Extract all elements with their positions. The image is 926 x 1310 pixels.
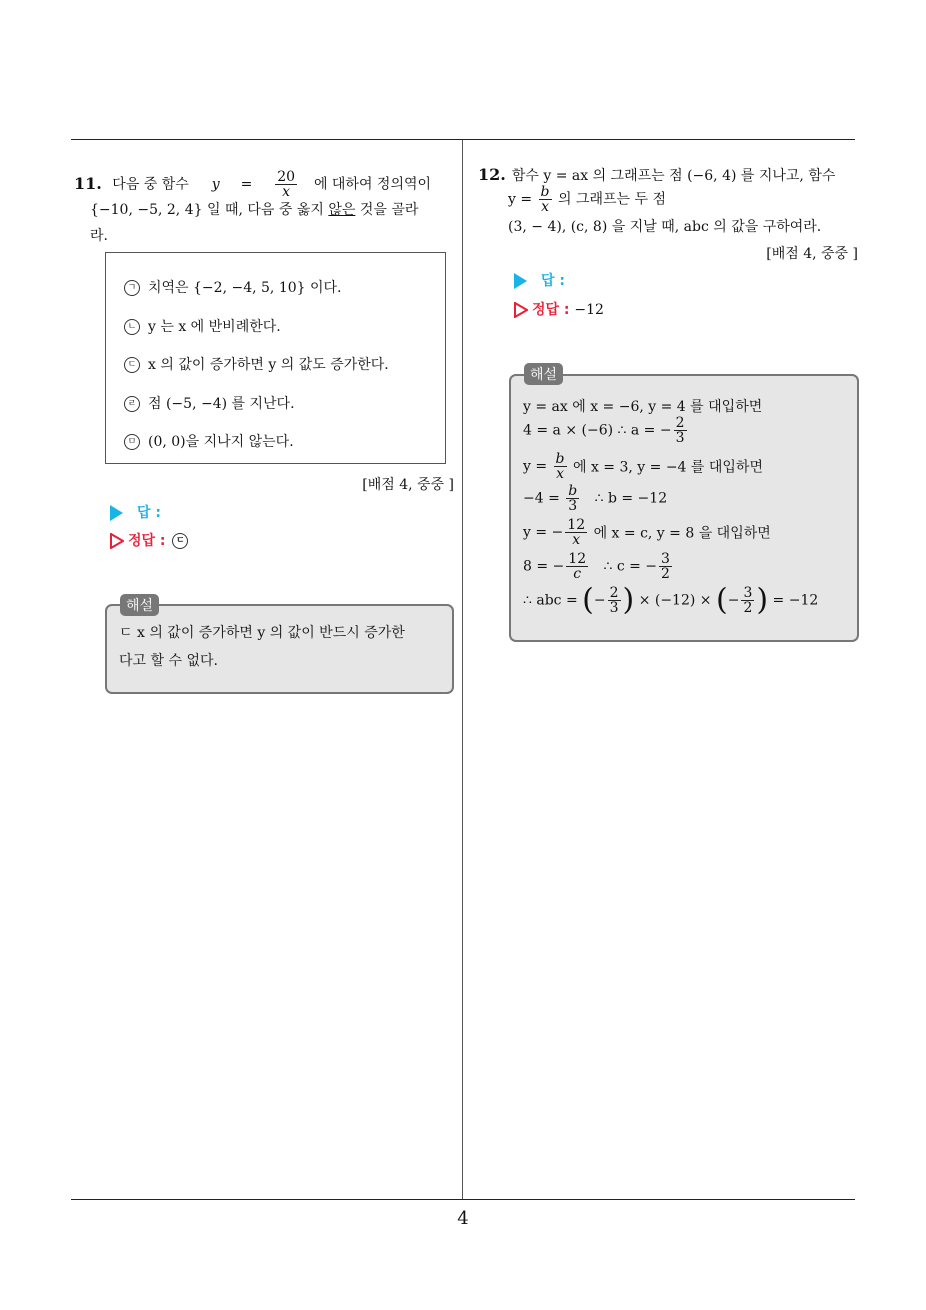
- footer-rule: [71, 1199, 855, 1200]
- q11-choice-4-text: 점 (−5, −4) 를 지난다.: [148, 396, 295, 412]
- fraction-den: 3: [675, 430, 685, 446]
- fraction-den: 2: [743, 600, 753, 616]
- q12-exp-fraction: [566, 552, 588, 581]
- q12-exp-line-6: [523, 552, 674, 581]
- q11-choice-4: [124, 393, 295, 413]
- q11-answer-label: 답 :: [137, 505, 161, 521]
- fraction-num: 3: [743, 585, 753, 601]
- q12-exp-fraction: [659, 552, 672, 581]
- q12-exp-line-1: y = ax 에 x = −6, y = 4 를 대입하면: [523, 399, 763, 415]
- fraction-num: 12: [568, 551, 587, 567]
- q11-choice-5-text: (0, 0)을 지나지 않는다.: [148, 434, 294, 450]
- q11-choice-3: [124, 354, 389, 374]
- q12-exp-fraction: [566, 484, 579, 513]
- column-divider: [462, 140, 463, 1200]
- q11-stem-text-2: 에 대하여 정의역이: [313, 176, 432, 193]
- q12-exp-line-5-text-a: y = −: [523, 524, 564, 541]
- paren-glyph: ): [756, 582, 769, 618]
- q12-exp-line-5-text-b: 에 x = c, y = 8 을 대입하면: [593, 525, 771, 542]
- q11-stem-text-1: 다음 중 함수: [112, 176, 189, 193]
- q12-exp-line-3-text-b: 에 x = 3, y = −4 를 대입하면: [572, 459, 763, 476]
- page-number: 4: [457, 1208, 469, 1229]
- q12-stem-text-2a: y =: [508, 191, 533, 208]
- q12-exp-line-2: [523, 416, 689, 445]
- q12-fraction-den: x: [541, 199, 549, 215]
- q12-exp-fraction: [674, 416, 687, 445]
- q11-choice-3-text: x 의 값이 증가하면 y 의 값도 증가한다.: [148, 357, 389, 373]
- paren-glyph: (: [582, 582, 594, 618]
- header-rule: [71, 139, 855, 140]
- q12-exp-line-7-text-a: ∴ abc =: [523, 592, 578, 609]
- fraction-num: 2: [675, 415, 685, 431]
- circled-letter-icon: ㅁ: [124, 434, 140, 450]
- q12-exp-line-3-text-a: y =: [523, 458, 548, 475]
- circled-letter-icon: ㄷ: [124, 357, 140, 373]
- q12-exp-line-6-text-b: ∴ c = −: [603, 558, 658, 575]
- circled-letter-icon: ㄹ: [124, 396, 140, 412]
- q11-explanation-line-1: ㄷ x 의 값이 증가하면 y 의 값이 반드시 증가한: [119, 625, 405, 641]
- q12-exp-line-4: [523, 484, 667, 513]
- q12-exp-line-2-text: 4 = a × (−6) ∴ a = −: [523, 422, 672, 439]
- q11-fraction: [275, 170, 297, 199]
- q11-correct-row: [110, 530, 196, 550]
- fraction-num: 2: [609, 585, 619, 601]
- q12-explanation-box: [509, 374, 859, 642]
- q12-exp-fraction: [608, 586, 621, 615]
- q11-stem: [74, 170, 458, 249]
- fraction-den: c: [573, 566, 582, 582]
- q12-exp-line-6-text-a: 8 = −: [523, 558, 565, 575]
- q12-correct-label: 정답 :: [532, 302, 570, 318]
- circled-letter-icon: ㄷ: [172, 533, 188, 549]
- q11-correct-label: 정답 :: [128, 533, 166, 549]
- q11-domain-set: {−10, −5, 2, 4}: [90, 202, 203, 218]
- q11-number: 11.: [74, 173, 102, 193]
- q11-stem-underline: 않은: [328, 202, 356, 218]
- q11-choice-1: [124, 277, 341, 297]
- q11-stem-text-5: 라.: [90, 228, 108, 244]
- q12-explanation-tag: 해설: [524, 363, 563, 385]
- fraction-den: 3: [609, 600, 619, 616]
- q12-number: 12.: [478, 165, 506, 184]
- q12-exp-fraction: [565, 518, 587, 547]
- play-triangle-icon: [110, 505, 123, 521]
- circled-letter-icon: ㄱ: [124, 280, 140, 296]
- q11-stem-y: y: [211, 176, 220, 193]
- q11-points: [배점 4, 중중 ]: [362, 477, 454, 493]
- circled-letter-icon: ㄴ: [124, 319, 140, 335]
- fraction-den: x: [572, 532, 581, 548]
- q11-fraction-num: 20: [277, 169, 296, 185]
- q12-stem-text-3: (3, − 4), (c, 8) 을 지날 때, abc 의 값을 구하여라.: [508, 219, 822, 235]
- play-triangle-icon: [514, 273, 527, 289]
- q12-answer-label: 답 :: [541, 273, 565, 289]
- q11-choice-1-text: 치역은 {−2, −4, 5, 10} 이다.: [148, 280, 342, 296]
- outline-triangle-icon: [110, 533, 124, 549]
- q11-fraction-den: x: [282, 184, 291, 200]
- q12-correct-row: [514, 299, 604, 319]
- q12-exp-fraction: [554, 452, 567, 481]
- q11-choices-box: [105, 252, 446, 464]
- q12-answer-row: [514, 270, 565, 290]
- q11-stem-text-3: 일 때, 다음 중 옳지: [202, 202, 329, 218]
- q12-exp-line-7-text-c: = −12: [772, 592, 819, 609]
- fraction-den: 3: [568, 498, 578, 514]
- fraction-num: 12: [567, 517, 586, 533]
- fraction-den: 2: [661, 566, 670, 582]
- q12-exp-line-5: [523, 518, 771, 547]
- fraction-den: x: [556, 466, 564, 482]
- q11-explanation-line-2: 다고 할 수 없다.: [119, 653, 218, 669]
- outline-triangle-icon: [514, 302, 528, 318]
- q12-exp-line-4-text-a: −4 =: [523, 490, 560, 507]
- q11-stem-eq: =: [240, 176, 253, 193]
- q12-exp-line-7-text-b: × (−12) ×: [638, 592, 712, 609]
- q11-choice-2-text: y 는 x 에 반비례한다.: [148, 319, 281, 335]
- q12-points: [배점 4, 중중 ]: [766, 246, 858, 262]
- q12-exp-line-4-text-b: ∴ b = −12: [594, 490, 668, 507]
- q12-exp-line-3: [523, 452, 763, 481]
- q11-stem-text-4: 것을 골라: [355, 202, 419, 218]
- q11-answer-row: [110, 502, 161, 522]
- q12-fraction: [539, 185, 552, 214]
- q12-stem: [478, 162, 858, 240]
- q12-fraction-num: b: [540, 184, 550, 200]
- q11-choice-5: [124, 431, 294, 451]
- fraction-num: 3: [661, 551, 670, 567]
- paren-glyph: ): [622, 582, 635, 618]
- q11-explanation-tag: 해설: [120, 594, 159, 616]
- fraction-num: b: [568, 483, 578, 499]
- q11-choice-2: [124, 316, 281, 336]
- q11-explanation-box: [105, 604, 454, 694]
- q12-stem-text-1: 함수 y = ax 의 그래프는 점 (−6, 4) 를 지나고, 함수: [511, 168, 836, 184]
- paren-glyph: (: [715, 582, 728, 618]
- q12-exp-fraction: [741, 586, 754, 615]
- q12-exp-line-7: ∴ abc = (− $\frac{2}{3}$ ) × (−12) × (− $\frac{3}{2}$ ) = −12: [523, 582, 819, 618]
- q12-stem-text-2b: 의 그래프는 두 점: [557, 191, 666, 208]
- q12-correct-value: −12: [574, 302, 604, 318]
- fraction-num: b: [555, 451, 565, 467]
